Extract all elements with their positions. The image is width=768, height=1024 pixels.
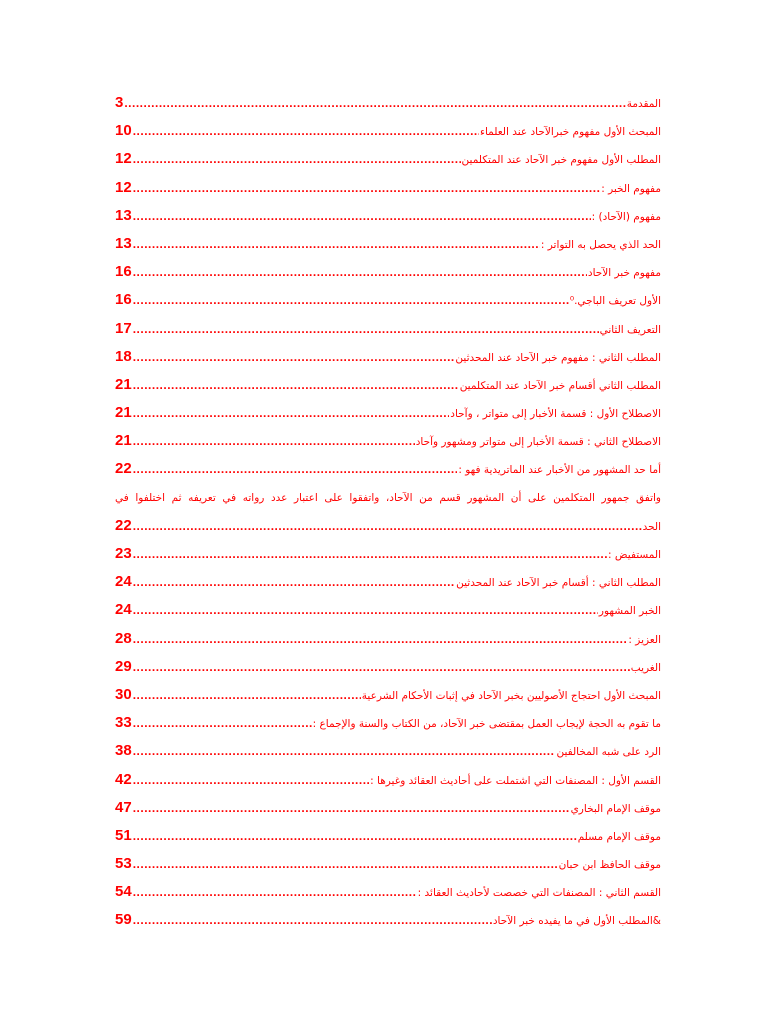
toc-page-number: 33 (115, 714, 132, 732)
toc-title: المطلب الأول مفهوم خبر الآحاد عند المتكلمين (461, 154, 661, 167)
toc-entry[interactable] (115, 315, 661, 343)
toc-title: العزيز : (628, 633, 661, 646)
toc-entry[interactable] (115, 230, 661, 258)
toc-entry[interactable] (115, 427, 661, 455)
toc-entry[interactable] (115, 596, 661, 624)
toc-page-number: 16 (115, 291, 132, 309)
toc-page-number: 51 (115, 826, 132, 844)
table-of-contents (115, 89, 661, 935)
toc-entry[interactable] (115, 653, 661, 681)
toc-leader-dots (133, 826, 577, 846)
toc-entry[interactable] (115, 343, 661, 371)
toc-title-line1: واتفق جمهور المتكلمين على أن المشهور قسم من الآحاد، واتفقوا على اعتبار عدد رواته في تعريفه ثم اختلفوا في (115, 491, 661, 504)
toc-entry[interactable] (115, 878, 661, 906)
toc-title: المقدمة (626, 98, 661, 110)
toc-leader-dots (133, 431, 415, 451)
toc-page-number: 12 (115, 178, 132, 196)
toc-title: القسم الأول : المصنفات التي اشتملت على أحاديث العقائد وغيرها : (370, 774, 661, 787)
toc-entry[interactable] (115, 145, 661, 173)
toc-entry[interactable] (115, 850, 661, 878)
toc-page-number: 28 (115, 629, 132, 647)
toc-leader-dots (133, 882, 417, 902)
toc-entry[interactable] (115, 681, 661, 709)
toc-leader-dots (133, 713, 312, 733)
toc-page-number: 13 (115, 234, 132, 252)
toc-title: الأول تعريف الباجي.⁰ (569, 295, 661, 308)
toc-entry[interactable] (115, 766, 661, 794)
toc-entry[interactable] (115, 455, 661, 483)
toc-title: مفهوم (الآحاد) : (591, 210, 661, 223)
toc-title: الاصطلاح الثاني : قسمة الأخبار إلى متواتر ومشهور وآحاد (415, 436, 661, 449)
toc-leader-dots (133, 290, 569, 310)
toc-entry[interactable] (115, 117, 661, 145)
toc-title: المطلب الثاني : أقسام خبر الآحاد عند المحدثين (456, 577, 661, 590)
toc-leader-dots (133, 403, 450, 423)
toc-leader-dots (133, 319, 599, 339)
toc-leader-dots (133, 262, 587, 282)
toc-title: مفهوم الخبر : (601, 182, 661, 195)
toc-entry[interactable] (115, 540, 661, 568)
toc-page-number: 13 (115, 206, 132, 224)
toc-page-number: 3 (115, 94, 124, 111)
toc-page-number: 22 (115, 516, 132, 534)
toc-title: الحد الذي يحصل به التواتر : (540, 238, 661, 251)
toc-title: المبحث الأول احتجاج الأصوليين بخبر الآحاد في إثبات الأحكام الشرعية (361, 689, 661, 702)
toc-leader-dots (133, 629, 628, 649)
toc-entry[interactable] (115, 625, 661, 653)
toc-title: أما حد المشهور من الأخبار عند الماتريدية فهو : (458, 464, 661, 477)
toc-page-number: 29 (115, 657, 132, 675)
toc-title: &المطلب الأول في ما يفيده خبر الآحاد (492, 915, 661, 928)
toc-leader-dots (133, 234, 540, 254)
toc-title: موقف الحافظ ابن حبان (558, 859, 661, 872)
toc-page-number: 21 (115, 432, 132, 450)
toc-title: القسم الثاني : المصنفات التي خصصت لأحاديث العقائد : (417, 887, 661, 900)
toc-leader-dots (133, 149, 461, 169)
toc-title: الحد (642, 520, 661, 533)
toc-leader-dots (133, 910, 492, 930)
toc-entry[interactable] (115, 89, 661, 117)
toc-title: موقف الإمام مسلم (577, 830, 661, 843)
toc-page-number: 24 (115, 601, 132, 619)
toc-page-number: 42 (115, 770, 132, 788)
toc-page-number: 10 (115, 122, 132, 140)
toc-title: مفهوم خبر الآحاد (587, 267, 661, 280)
toc-title: المبحث الأول مفهوم خبرالآحاد عند العلماء (480, 126, 661, 139)
toc-title: المطلب الثاني أقسام خبر الآحاد عند المتكلمين (459, 379, 661, 392)
toc-entry[interactable] (115, 737, 661, 765)
toc-leader-dots (133, 657, 630, 677)
toc-page-number: 16 (115, 263, 132, 281)
toc-title: موقف الإمام البخاري (570, 802, 661, 815)
toc-title: الرد على شبه المخالفين (556, 746, 661, 759)
toc-leader-dots (133, 770, 369, 790)
toc-entry[interactable] (115, 484, 661, 540)
toc-page-number: 47 (115, 798, 132, 816)
toc-page-number: 17 (115, 319, 132, 337)
toc-leader-dots (133, 854, 558, 874)
toc-page-number: 30 (115, 685, 132, 703)
toc-entry[interactable] (115, 286, 661, 314)
toc-page-number: 18 (115, 347, 132, 365)
toc-entry[interactable] (115, 906, 661, 934)
toc-leader-dots (133, 347, 455, 367)
toc-leader-dots (133, 178, 601, 198)
toc-leader-dots (124, 93, 625, 113)
toc-entry[interactable] (115, 258, 661, 286)
toc-leader-dots (133, 600, 598, 620)
toc-leader-dots (133, 516, 642, 536)
toc-page-number: 54 (115, 883, 132, 901)
toc-entry[interactable] (115, 174, 661, 202)
toc-leader-dots (133, 375, 459, 395)
toc-entry[interactable] (115, 794, 661, 822)
toc-leader-dots (133, 572, 455, 592)
toc-leader-dots (133, 121, 479, 141)
toc-page-number: 12 (115, 150, 132, 168)
toc-title: الغريب (630, 661, 661, 674)
toc-entry[interactable] (115, 371, 661, 399)
toc-page-number: 21 (115, 404, 132, 422)
toc-entry[interactable] (115, 202, 661, 230)
toc-page-number: 24 (115, 573, 132, 591)
toc-page-number: 38 (115, 742, 132, 760)
toc-leader-dots (133, 459, 458, 479)
toc-page-number: 23 (115, 545, 132, 563)
toc-title: الاصطلاح الأول : قسمة الأخبار إلى متواتر ، وآحاد (450, 408, 661, 421)
toc-title: المطلب الثاني : مفهوم خبر الآحاد عند المحدثين (455, 351, 661, 364)
toc-title: المستفيض : (608, 549, 661, 562)
toc-title: ما تقوم به الحجة لإيجاب العمل بمقتضى خبر الآحاد، من الكتاب والسنة والإجماع : (312, 718, 661, 731)
toc-leader-dots (133, 206, 591, 226)
toc-leader-dots (133, 685, 361, 705)
toc-entry[interactable] (115, 709, 661, 737)
toc-title: التعريف الثاني (599, 323, 661, 336)
toc-leader-dots (133, 544, 607, 564)
toc-leader-dots (133, 798, 570, 818)
toc-entry[interactable] (115, 399, 661, 427)
toc-leader-dots (133, 741, 556, 761)
toc-entry[interactable] (115, 568, 661, 596)
toc-entry[interactable] (115, 822, 661, 850)
toc-page-number: 59 (115, 911, 132, 929)
toc-page-number: 53 (115, 855, 132, 873)
toc-title: الخبر المشهور (598, 605, 661, 618)
toc-page-number: 22 (115, 460, 132, 478)
toc-page-number: 21 (115, 375, 132, 393)
